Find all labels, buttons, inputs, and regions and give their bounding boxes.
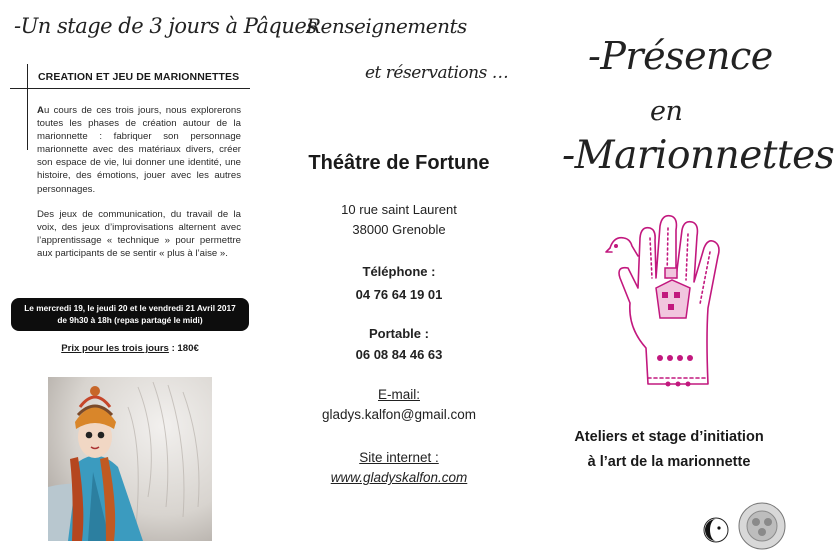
- workshops-line-1: Ateliers et stage d’initiation: [574, 429, 764, 445]
- description-paragraph-1-text: u cours de ces trois jours, nous explorerons toutes les phases de création autour de la marionnette : fabriquer son personnage marionnette avec des matériaux divers, créer son espace de vie, lui donner une identité, une histoire, des émotions, jouer avec les autres personnages.: [37, 105, 241, 195]
- hand-puppet-illustration: [608, 208, 736, 390]
- theatre-logo-icon: [703, 517, 729, 543]
- mobile-label: Portable :: [369, 326, 429, 341]
- description-paragraph-2: Des jeux de communication, du travail de la voix, des jeux d’improvisations alternent avec l’apprentissage « technique » pour permettre aux participants de se sentir « plus à l’aise ».: [37, 209, 241, 260]
- drop-initial: A: [37, 105, 44, 116]
- mobile-number: 06 08 84 46 63: [355, 347, 443, 362]
- address-line-2: 38000 Grenoble: [352, 222, 446, 237]
- puppet-photo: [48, 377, 212, 541]
- website-label: Site internet :: [359, 450, 439, 465]
- workshops-line-2: à l’art de la marionnette: [587, 454, 751, 470]
- theatre-name: Théâtre de Fortune: [308, 152, 490, 174]
- title-presence: -Présence: [588, 34, 773, 78]
- price-label: Prix pour les trois jours: [61, 343, 169, 354]
- dates-line-2: de 9h30 à 18h (repas partagé le midi): [57, 315, 203, 325]
- dates-banner: [11, 298, 249, 331]
- title-marionnettes: -Marionnettes: [562, 133, 834, 178]
- address-line-1: 10 rue saint Laurent: [341, 202, 457, 217]
- reservations-heading: et réservations …: [365, 63, 509, 83]
- email-link[interactable]: gladys.kalfon@gmail.com: [321, 407, 477, 422]
- puppet-photo-image: [48, 377, 212, 541]
- website-link[interactable]: www.gladyskalfon.com: [330, 470, 468, 485]
- phone-number: 04 76 64 19 01: [355, 287, 443, 302]
- description-paragraph-1: [37, 104, 241, 196]
- phone-label: Téléphone :: [362, 264, 436, 279]
- dates-line-1: Le mercredi 19, le jeudi 20 et le vendredi 21 Avril 2017: [24, 303, 236, 313]
- price-line: [0, 343, 260, 354]
- stage-title: -Un stage de 3 jours à Pâques: [14, 14, 317, 38]
- section-heading: CREATION ET JEU DE MARIONNETTES: [38, 71, 240, 83]
- heading-rule-vertical: [27, 64, 28, 150]
- title-en: en: [650, 96, 683, 127]
- price-value: : 180€: [168, 343, 199, 354]
- heading-rule-horizontal: [10, 88, 250, 89]
- workshops-tagline: [546, 425, 792, 475]
- info-heading: Renseignements: [306, 14, 467, 38]
- email-label: E-mail:: [377, 387, 420, 402]
- city-seal-icon: [738, 502, 786, 550]
